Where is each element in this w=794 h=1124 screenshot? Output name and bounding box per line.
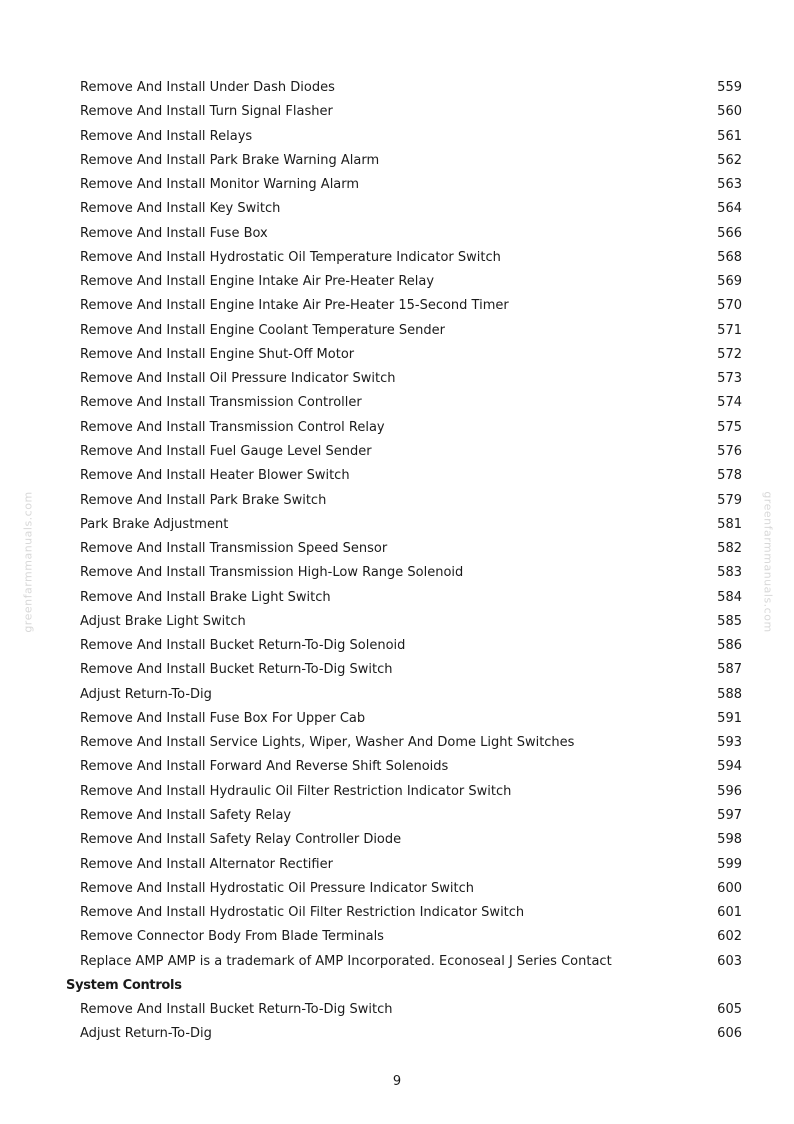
toc-entry[interactable]	[0, 561, 794, 585]
toc-entry-title: Remove And Install Bucket Return-To-Dig Switch	[80, 662, 393, 678]
toc-entry-title: Remove And Install Fuse Box	[80, 225, 268, 241]
toc-entry-page: 575	[717, 419, 742, 435]
toc-entry-title: Remove And Install Under Dash Diodes	[80, 80, 335, 95]
toc-entry-page: 560	[717, 104, 742, 120]
toc-entry-page: 582	[717, 541, 742, 557]
toc-entry-page: 571	[717, 322, 742, 338]
toc-entry-title: Remove And Install Safety Relay Controller Diode	[80, 832, 402, 848]
toc-entry-page: 576	[717, 443, 742, 459]
toc-entry-page: 605	[717, 1002, 742, 1018]
toc-entry[interactable]	[0, 683, 794, 707]
toc-entry-page: 606	[717, 1026, 742, 1042]
toc-entry-page: 572	[717, 346, 742, 362]
toc-entry[interactable]	[0, 1022, 794, 1046]
toc-entry[interactable]	[0, 391, 794, 415]
toc-entry-page: 566	[717, 225, 742, 241]
toc-entry-title: Adjust Return-To-Dig	[80, 1026, 212, 1042]
toc-entry-title: Remove And Install Engine Shut-Off Motor	[80, 346, 355, 362]
toc-entry-title: Remove And Install Oil Pressure Indicator Switch	[80, 371, 396, 387]
toc-entry[interactable]	[0, 537, 794, 561]
toc-entry[interactable]	[0, 173, 794, 197]
toc-entry-page: 564	[717, 201, 742, 217]
toc-entry-page: 574	[717, 395, 742, 411]
toc-entry-page: 569	[717, 274, 742, 290]
toc-entry-page: 584	[717, 589, 742, 605]
toc-entry-title: Park Brake Adjustment	[80, 516, 229, 532]
toc-entry-page: 586	[717, 638, 742, 654]
toc-entry-title: Remove And Install Brake Light Switch	[80, 589, 331, 605]
toc-entry[interactable]	[0, 513, 794, 537]
toc-entry-page: 588	[717, 686, 742, 702]
toc-entry[interactable]	[0, 197, 794, 221]
toc-entry-title: Adjust Return-To-Dig	[80, 686, 212, 702]
section-title: System Controls	[66, 977, 182, 993]
toc-entry-title: Remove And Install Fuse Box For Upper Cab	[80, 710, 366, 726]
toc-entry-title: Remove Connector Body From Blade Terminals	[80, 929, 384, 945]
toc-entry-page: 581	[717, 516, 742, 532]
toc-entry-page: 568	[717, 249, 742, 265]
toc-entry-page: 559	[717, 80, 742, 95]
toc-entry-title: Remove And Install Forward And Reverse Shift Solenoids	[80, 759, 449, 775]
toc-entry-page: 599	[717, 856, 742, 872]
toc-entry-title: Remove And Install Engine Intake Air Pre-Heater 15-Second Timer	[80, 298, 509, 314]
toc-entry[interactable]	[0, 658, 794, 682]
toc-entry-title: Remove And Install Hydrostatic Oil Pressure Indicator Switch	[80, 880, 475, 896]
toc-entry-page: 593	[717, 735, 742, 751]
toc-entry[interactable]	[0, 780, 794, 804]
toc-entry-title: Remove And Install Relays	[80, 128, 253, 144]
toc-entry-title: Remove And Install Fuel Gauge Level Sender	[80, 443, 372, 459]
toc-entry-page: 602	[717, 929, 742, 945]
toc-entry-page: 596	[717, 783, 742, 799]
toc-entry-page: 570	[717, 298, 742, 314]
toc-entry-page: 578	[717, 468, 742, 484]
toc-entry-title: Remove And Install Safety Relay	[80, 807, 292, 823]
toc-entry-title: Remove And Install Bucket Return-To-Dig Solenoid	[80, 638, 406, 654]
toc-entry[interactable]	[0, 925, 794, 949]
toc-entry-title: Remove And Install Turn Signal Flasher	[80, 104, 333, 120]
toc-entry[interactable]	[0, 998, 794, 1022]
toc-entry[interactable]	[0, 707, 794, 731]
toc-entry-title: Remove And Install Transmission Control Relay	[80, 419, 385, 435]
toc-entry[interactable]	[0, 246, 794, 270]
toc-entry-title: Replace AMP AMP is a trademark of AMP Incorporated. Econoseal J Series Contact	[80, 953, 612, 969]
toc-entry-title: Adjust Brake Light Switch	[80, 613, 246, 629]
toc-entry-page: 601	[717, 905, 742, 921]
toc-entry-title: Remove And Install Hydrostatic Oil Filter Restriction Indicator Switch	[80, 905, 525, 921]
toc-entry[interactable]	[0, 586, 794, 610]
toc-entry[interactable]	[0, 731, 794, 755]
toc-entry-page: 600	[717, 880, 742, 896]
toc-entry-title: Remove And Install Alternator Rectifier	[80, 856, 333, 872]
toc-entry[interactable]	[0, 222, 794, 246]
toc-entry[interactable]	[0, 294, 794, 318]
toc-entry-title: Remove And Install Park Brake Switch	[80, 492, 327, 508]
table-of-contents	[0, 76, 794, 1047]
toc-entry[interactable]	[0, 367, 794, 391]
toc-entry-page: 603	[717, 953, 742, 969]
toc-entry[interactable]	[0, 343, 794, 367]
toc-entry-page: 583	[717, 565, 742, 581]
toc-entry-title: Remove And Install Engine Intake Air Pre-Heater Relay	[80, 274, 435, 290]
toc-entry-title: Remove And Install Heater Blower Switch	[80, 468, 350, 484]
toc-entry[interactable]	[0, 270, 794, 294]
toc-entry-title: Remove And Install Transmission Speed Sensor	[80, 541, 388, 557]
toc-entry[interactable]	[0, 76, 794, 100]
toc-entry-title: Remove And Install Key Switch	[80, 201, 281, 217]
page-number: 9	[392, 1074, 402, 1089]
toc-entry[interactable]	[0, 634, 794, 658]
toc-entry[interactable]	[0, 100, 794, 124]
toc-entry[interactable]	[0, 877, 794, 901]
toc-entry-title: Remove And Install Hydraulic Oil Filter Restriction Indicator Switch	[80, 783, 512, 799]
toc-entry[interactable]	[0, 853, 794, 877]
toc-entry[interactable]	[0, 950, 794, 974]
toc-entry-page: 597	[717, 807, 742, 823]
toc-entry-page: 563	[717, 177, 742, 193]
toc-entry-page: 585	[717, 613, 742, 629]
watermark-right: greenfarmmanuals.com	[761, 491, 775, 633]
toc-entry[interactable]	[0, 416, 794, 440]
toc-entry[interactable]	[0, 828, 794, 852]
toc-entry-title: Remove And Install Hydrostatic Oil Temperature Indicator Switch	[80, 249, 501, 265]
toc-entry-title: Remove And Install Monitor Warning Alarm	[80, 177, 360, 193]
toc-entry[interactable]	[0, 755, 794, 779]
toc-entry-title: Remove And Install Engine Coolant Temperature Sender	[80, 322, 445, 338]
toc-entry[interactable]	[0, 489, 794, 513]
toc-entry[interactable]	[0, 804, 794, 828]
toc-entry[interactable]	[0, 610, 794, 634]
toc-entry[interactable]	[0, 464, 794, 488]
toc-entry[interactable]	[0, 440, 794, 464]
toc-entry[interactable]	[0, 319, 794, 343]
toc-entry[interactable]	[0, 901, 794, 925]
toc-entry-page: 598	[717, 832, 742, 848]
toc-entry-page: 579	[717, 492, 742, 508]
toc-entry-title: Remove And Install Transmission High-Low Range Solenoid	[80, 565, 464, 581]
toc-entry-page: 562	[717, 152, 742, 168]
toc-entry-title: Remove And Install Park Brake Warning Alarm	[80, 152, 380, 168]
toc-entry-page: 594	[717, 759, 742, 775]
toc-section-heading	[0, 974, 794, 998]
toc-entry-page: 561	[717, 128, 742, 144]
toc-entry-page: 573	[717, 371, 742, 387]
toc-entry[interactable]	[0, 149, 794, 173]
toc-entry-title: Remove And Install Bucket Return-To-Dig Switch	[80, 1002, 393, 1018]
toc-entry-page: 591	[717, 710, 742, 726]
toc-entry-title: Remove And Install Transmission Controller	[80, 395, 362, 411]
toc-entry-title: Remove And Install Service Lights, Wiper, Washer And Dome Light Switches	[80, 735, 575, 751]
toc-entry-page: 587	[717, 662, 742, 678]
watermark-left: greenfarmmanuals.com	[21, 491, 35, 633]
toc-entry[interactable]	[0, 125, 794, 149]
